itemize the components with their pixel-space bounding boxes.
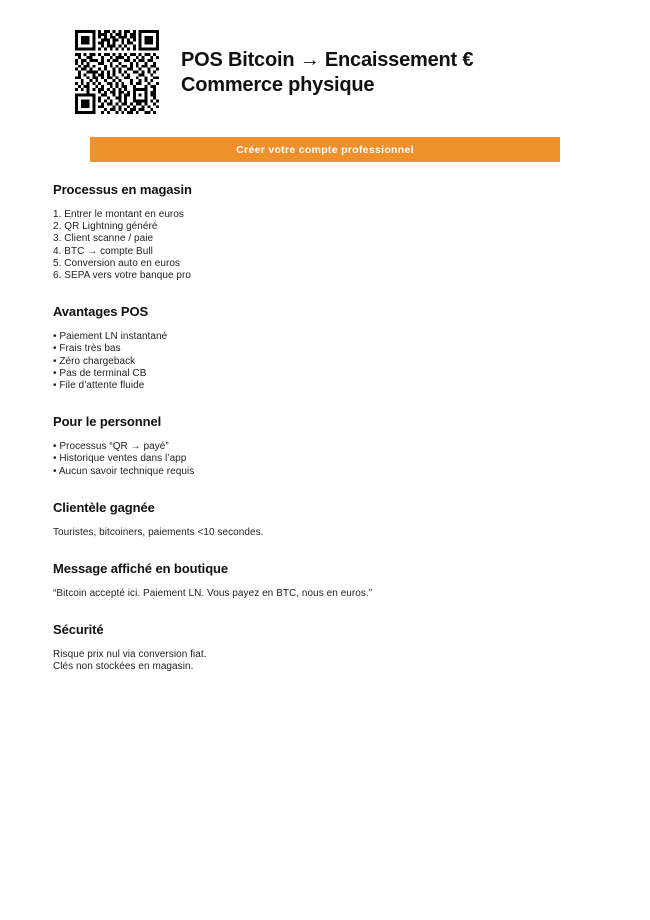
section-lines [53, 331, 613, 392]
section-line: • Pas de terminal CB [53, 367, 147, 379]
header [75, 28, 575, 116]
section-heading: Avantages POS [53, 304, 149, 320]
section-line: • Zéro chargeback [53, 355, 136, 367]
section-lines [53, 209, 613, 282]
section-line: • Historique ventes dans l’app [53, 453, 187, 465]
section-line: 4. BTC → compte Bull [53, 245, 153, 257]
section-line: • Paiement LN instantané [53, 331, 168, 343]
section-line: • Processus “QR → payé” [53, 441, 169, 453]
section-line: 5. Conversion auto en euros [53, 257, 180, 269]
section-line: Clés non stockées en magasin. [53, 661, 194, 673]
section-line: 6. SEPA vers votre banque pro [53, 270, 192, 282]
section-line: • Aucun savoir technique requis [53, 465, 195, 477]
section-heading: Message affiché en boutique [53, 561, 229, 577]
create-pro-account-label: Créer votre compte professionnel [236, 143, 414, 156]
section-line: Risque prix nul via conversion fiat. [53, 649, 207, 661]
qr-code-icon [75, 30, 159, 114]
section-heading: Processus en magasin [53, 182, 192, 197]
section-lines [53, 441, 613, 478]
section-heading: Clientèle gagnée [53, 499, 155, 515]
section-line: 2. QR Lightning généré [53, 221, 158, 233]
content-section [53, 500, 613, 539]
content-section [53, 414, 613, 478]
section-lines [53, 588, 613, 600]
create-pro-account-button[interactable] [90, 137, 560, 162]
content-sections [53, 182, 613, 674]
page-title-line-2: Commerce physique [181, 74, 375, 96]
section-heading: Sécurité [53, 622, 104, 638]
section-line: • Frais très bas [53, 343, 121, 355]
section-line: “Bitcoin accepté ici. Paiement LN. Vous payez en BTC, nous en euros.” [53, 588, 373, 600]
content-section [53, 182, 613, 282]
section-line: 1. Entrer le montant en euros [53, 209, 184, 220]
section-line: 3. Client scanne / paie [53, 233, 154, 245]
section-line: • File d’attente fluide [53, 380, 145, 392]
page-title [181, 46, 473, 98]
section-line: Touristes, bitcoiners, paiements <10 secondes. [53, 526, 264, 538]
page-title-line-1: POS Bitcoin → Encaissement € [181, 49, 474, 71]
section-heading: Pour le personnel [53, 414, 162, 430]
content-section [53, 561, 613, 600]
content-section [53, 622, 613, 673]
section-lines [53, 527, 613, 539]
content-section [53, 304, 613, 392]
section-lines [53, 649, 613, 673]
